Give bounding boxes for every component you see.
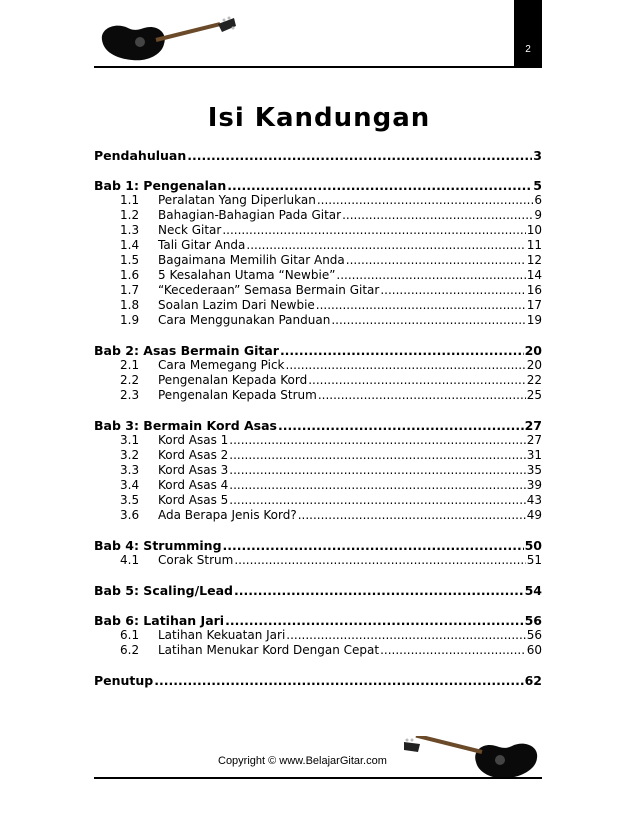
- toc-item-number: 6.2: [120, 643, 140, 657]
- guitar-icon: [94, 14, 239, 66]
- toc-leader-dots: [229, 433, 525, 448]
- toc-item-number: 3.2: [120, 448, 140, 462]
- toc-leader-dots: [229, 448, 525, 463]
- toc-item-number: 3.3: [120, 463, 140, 477]
- toc-leader-dots: [229, 463, 525, 478]
- toc-page-number: 60: [526, 643, 542, 657]
- toc-label: Cara Menggunakan Panduan: [158, 313, 331, 327]
- toc-page-number: 54: [524, 583, 542, 598]
- toc-page-number: 27: [526, 433, 542, 447]
- toc-leader-dots: [154, 673, 523, 688]
- toc-label: Ada Berapa Jenis Kord?: [158, 508, 297, 522]
- toc-item-number: 1.4: [120, 238, 140, 252]
- toc-chapter: [94, 538, 542, 553]
- header-rule: [94, 66, 542, 68]
- toc-item-number: 3.5: [120, 493, 140, 507]
- toc-page-number: 50: [524, 538, 542, 553]
- toc-leader-dots: [229, 478, 525, 493]
- toc-page-number: 39: [526, 478, 542, 492]
- toc-leader-dots: [229, 493, 525, 508]
- toc-label: Kord Asas 3: [158, 463, 229, 477]
- toc-label: Bab 5: Scaling/Lead: [94, 583, 233, 598]
- toc-label: Bab 6: Latihan Jari: [94, 613, 225, 628]
- toc-item-number: 1.9: [120, 313, 140, 327]
- toc-leader-dots: [317, 193, 534, 208]
- toc-leader-dots: [223, 538, 524, 553]
- toc-page-number: 25: [526, 388, 542, 402]
- toc-page-number: 3: [533, 148, 542, 163]
- toc-item-number: 1.5: [120, 253, 140, 267]
- toc-chapter: [94, 583, 542, 598]
- toc-item: [94, 358, 542, 373]
- toc-chapter: [94, 613, 542, 628]
- toc-label: Bagaimana Memilih Gitar Anda: [158, 253, 345, 267]
- toc-page-number: 43: [526, 493, 542, 507]
- toc-label: Bab 4: Strumming: [94, 538, 222, 553]
- toc-label: Bab 2: Asas Bermain Gitar: [94, 343, 279, 358]
- toc-page-number: 56: [526, 628, 542, 642]
- toc-item: [94, 448, 542, 463]
- toc-label: Latihan Kekuatan Jari: [158, 628, 286, 642]
- toc-leader-dots: [278, 418, 524, 433]
- toc-leader-dots: [246, 238, 525, 253]
- toc-leader-dots: [234, 583, 524, 598]
- toc-page-number: 20: [526, 358, 542, 372]
- page-number-tab: [514, 0, 542, 66]
- toc-label: Bahagian-Bahagian Pada Gitar: [158, 208, 342, 222]
- toc-leader-dots: [187, 148, 532, 163]
- toc-label: Cara Memegang Pick: [158, 358, 285, 372]
- toc-page-number: 35: [526, 463, 542, 477]
- toc-label: Soalan Lazim Dari Newbie: [158, 298, 315, 312]
- toc-label: Peralatan Yang Diperlukan: [158, 193, 316, 207]
- toc-page-number: 17: [526, 298, 542, 312]
- toc-label: 5 Kesalahan Utama “Newbie”: [158, 268, 336, 282]
- toc-item: [94, 268, 542, 283]
- toc-page-number: 16: [526, 283, 542, 297]
- toc-item-number: 3.4: [120, 478, 140, 492]
- toc-leader-dots: [380, 643, 526, 658]
- page-title: Isi Kandungan: [207, 103, 431, 133]
- toc-item: [94, 478, 542, 493]
- toc-page-number: 27: [524, 418, 542, 433]
- footer-rule: [94, 777, 542, 779]
- toc-item-number: 1.3: [120, 223, 140, 237]
- toc-item: [94, 553, 542, 568]
- toc-label: Tali Gitar Anda: [158, 238, 246, 252]
- toc-item-number: 2.1: [120, 358, 140, 372]
- toc-chapter: [94, 673, 542, 688]
- toc-page-number: 11: [526, 238, 542, 252]
- toc-leader-dots: [308, 373, 525, 388]
- toc-leader-dots: [318, 388, 526, 403]
- toc-item: [94, 628, 542, 643]
- toc-leader-dots: [222, 223, 525, 238]
- toc-leader-dots: [225, 613, 524, 628]
- toc-item: [94, 433, 542, 448]
- toc-item: [94, 313, 542, 328]
- toc-item: [94, 643, 542, 658]
- page-number: 2: [525, 44, 531, 55]
- toc-label: Bab 3: Bermain Kord Asas: [94, 418, 277, 433]
- toc-item: [94, 493, 542, 508]
- toc-label: Kord Asas 1: [158, 433, 229, 447]
- toc-item: [94, 283, 542, 298]
- toc-item: [94, 463, 542, 478]
- toc-item: [94, 373, 542, 388]
- toc-page-number: 10: [526, 223, 542, 237]
- toc-page-number: 6: [534, 193, 542, 207]
- copyright-text: Copyright © www.BelajarGitar.com: [218, 755, 387, 767]
- toc-label: Kord Asas 4: [158, 478, 229, 492]
- toc-label: Pengenalan Kepada Strum: [158, 388, 317, 402]
- toc-page-number: 51: [526, 553, 542, 567]
- toc-item: [94, 388, 542, 403]
- toc-chapter: [94, 178, 542, 193]
- toc-leader-dots: [280, 343, 524, 358]
- toc-page-number: 31: [526, 448, 542, 462]
- toc-item-number: 2.2: [120, 373, 140, 387]
- toc-item-number: 6.1: [120, 628, 140, 642]
- toc-label: Bab 1: Pengenalan: [94, 178, 227, 193]
- toc-item: [94, 193, 542, 208]
- toc-page-number: 12: [526, 253, 542, 267]
- toc-leader-dots: [342, 208, 533, 223]
- toc-item-number: 4.1: [120, 553, 140, 567]
- toc-leader-dots: [316, 298, 526, 313]
- toc-page-number: 9: [534, 208, 542, 222]
- toc-item-number: 3.1: [120, 433, 140, 447]
- toc-page-number: 56: [524, 613, 542, 628]
- toc-chapter: [94, 148, 542, 163]
- toc-leader-dots: [298, 508, 526, 523]
- toc-item-number: 1.1: [120, 193, 140, 207]
- toc-leader-dots: [286, 358, 526, 373]
- toc-page-number: 19: [526, 313, 542, 327]
- toc-item: [94, 238, 542, 253]
- toc-page-number: 49: [526, 508, 542, 522]
- toc-label: Corak Strum: [158, 553, 234, 567]
- toc-leader-dots: [380, 283, 525, 298]
- toc-item-number: 1.2: [120, 208, 140, 222]
- toc-leader-dots: [336, 268, 525, 283]
- toc-chapter: [94, 343, 542, 358]
- toc-label: Pengenalan Kepada Kord: [158, 373, 308, 387]
- toc-item: [94, 298, 542, 313]
- toc-page-number: 20: [524, 343, 542, 358]
- toc-item-number: 1.7: [120, 283, 140, 297]
- toc-item: [94, 253, 542, 268]
- toc-item: [94, 508, 542, 523]
- toc-label: Neck Gitar: [158, 223, 222, 237]
- toc-item: [94, 208, 542, 223]
- toc-item-number: 1.8: [120, 298, 140, 312]
- toc-label: Pendahuluan: [94, 148, 187, 163]
- toc-page-number: 62: [524, 673, 542, 688]
- toc-item-number: 1.6: [120, 268, 140, 282]
- toc-leader-dots: [227, 178, 532, 193]
- toc-label: Penutup: [94, 673, 154, 688]
- toc-page-number: 14: [526, 268, 542, 282]
- toc-leader-dots: [331, 313, 525, 328]
- toc-item: [94, 223, 542, 238]
- toc-page-number: 5: [533, 178, 542, 193]
- toc-leader-dots: [234, 553, 525, 568]
- toc-item-number: 3.6: [120, 508, 140, 522]
- toc-label: Kord Asas 5: [158, 493, 229, 507]
- toc-label: Kord Asas 2: [158, 448, 229, 462]
- table-of-contents: [94, 148, 542, 688]
- toc-leader-dots: [286, 628, 525, 643]
- toc-label: Latihan Menukar Kord Dengan Cepat: [158, 643, 380, 657]
- toc-leader-dots: [346, 253, 526, 268]
- guitar-icon: [400, 736, 545, 782]
- toc-chapter: [94, 418, 542, 433]
- toc-label: “Kecederaan” Semasa Bermain Gitar: [158, 283, 380, 297]
- toc-page-number: 22: [526, 373, 542, 387]
- toc-item-number: 2.3: [120, 388, 140, 402]
